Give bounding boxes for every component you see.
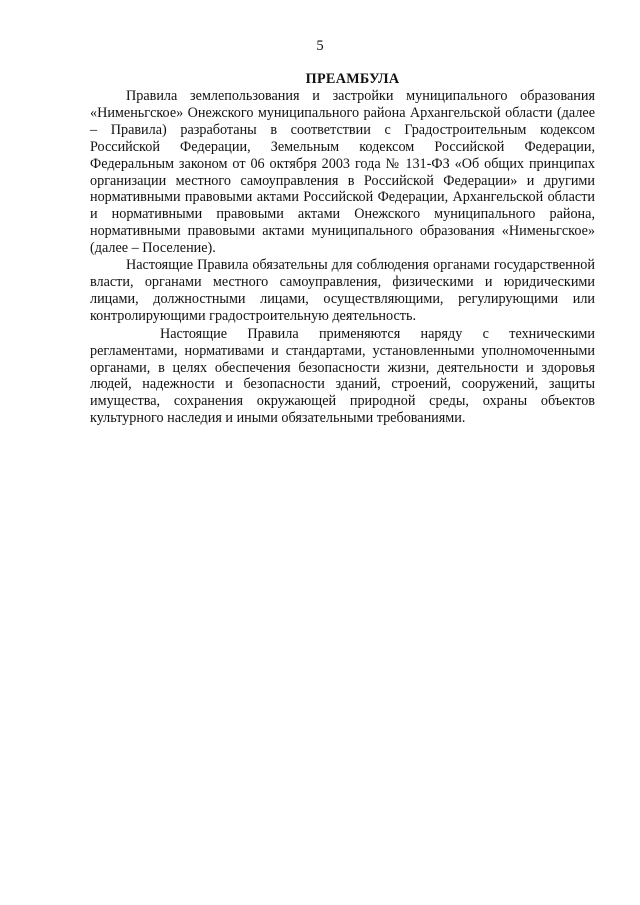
paragraph-1: Правила землепользования и застройки муниципального образования «Нименьгское» Онежского муниципального района Архангельской области (далее – Правила) разработаны в соответствии с Градостроительным кодексом Российской Федерации, Земельным кодексом Российской Федерации, Федеральным законом от 06 октября 2003 года № 131-ФЗ «Об общих принципах организации местного самоуправления в Российской Федерации» и другими нормативными правовыми актами Российской Федерации, Архангельской области и нормативными правовыми актами Онежского муниципального района, нормативными правовыми актами муниципального образования «Нименьгское» (далее – Поселение). [90, 88, 595, 257]
document-body [90, 71, 595, 427]
paragraph-2: Настоящие Правила обязательны для соблюдения органами государственной власти, органами местного самоуправления, физическими и юридическими лицами, должностными лицами, осуществляющими, регулирующими или контролирующими градостроительную деятельность. [90, 257, 595, 324]
page-number: 5 [316, 38, 324, 54]
paragraph-3: Настоящие Правила применяются наряду с техническими регламентами, нормативами и стандартами, установленными уполномоченными органами, в целях обеспечения безопасности жизни, деятельности и здоровья людей, надежности и безопасности зданий, строений, сооружений, защиты имущества, сохранения окружающей природной среды, охраны объектов культурного наследия и иными обязательными требованиями. [90, 325, 595, 427]
section-heading: ПРЕАМБУЛА [305, 71, 400, 87]
